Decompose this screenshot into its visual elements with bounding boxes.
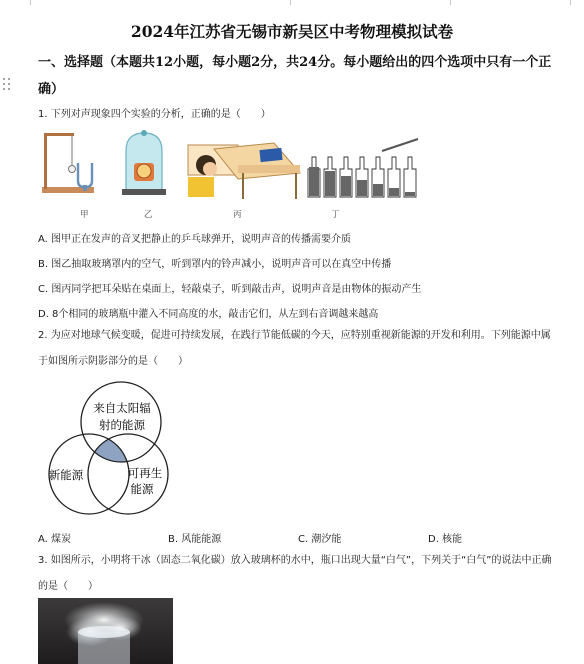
- q2-option-d: D. 核能: [428, 534, 463, 545]
- venn-label-renewable-1: 可再生: [127, 466, 163, 480]
- section-heading: 一、选择题（本题共12小题，每小题2分，共24分。每小题给出的四个选项中只有一个正确）: [38, 55, 552, 97]
- q1-option-a: A. 图甲正在发声的音叉把静止的乒乓球弹开，说明声音的传播需要介质: [38, 234, 352, 245]
- figure-label-ding: 丁: [331, 210, 340, 220]
- top-ruler: [0, 0, 584, 6]
- q2-option-c: C. 潮汐能: [298, 534, 342, 545]
- figure-label-jia: 甲: [80, 210, 89, 220]
- venn-label-solar-2: 射的能源: [99, 418, 145, 432]
- q2-option-b: B. 风能能源: [168, 534, 222, 545]
- document-title: 2024年江苏省无锡市新吴区中考物理模拟试卷: [130, 22, 454, 41]
- q1-experiment-figure: [38, 125, 428, 205]
- venn-label-solar-1: 来自太阳辐: [93, 401, 151, 415]
- q2-option-a: A. 煤炭: [38, 534, 72, 545]
- venn-label-renewable-2: 能源: [130, 482, 154, 496]
- venn-label-new-energy: 新能源: [48, 468, 84, 482]
- tuning-fork-stand-image: [42, 133, 94, 193]
- drag-handle-icon[interactable]: [3, 78, 11, 92]
- q1-option-b: B. 图乙抽取玻璃罩内的空气，听到罩内的铃声减小，说明声音可以在真空中传播: [38, 259, 392, 270]
- q1-option-c: C. 图丙同学把耳朵贴在桌面上，轻敲桌子，听到敲击声，说明声音是由物体的振动产生: [38, 284, 422, 295]
- bell-jar-image: [122, 130, 166, 195]
- question-2-stem: 2. 为应对地球气候变暖，促进可持续发展，在践行节能低碳的今天，应特别重视新能源的开发和利用。下列能源中属于如图所示阴影部分的是（ ）: [38, 330, 551, 367]
- dry-ice-glass-photo: [38, 598, 173, 664]
- figure-label-bing: 丙: [233, 210, 242, 220]
- q1-option-d: D. 8个相同的玻璃瓶中灌入不同高度的水，敲击它们，从左到右音调越来越高: [38, 309, 379, 320]
- venn-diagram: [38, 375, 178, 520]
- student-at-desk-image: [188, 143, 300, 199]
- question-1-stem: 1. 下列对声现象四个实验的分析，正确的是（ ）: [38, 109, 271, 120]
- glass-bottles-image: [308, 139, 418, 197]
- figure-label-yi: 乙: [144, 210, 153, 220]
- question-3-stem: 3. 如图所示，小明将干冰（固态二氧化碳）放入玻璃杯的水中，瓶口出现大量“白气”，下列关于“白气”的说法中正确的是（ ）: [38, 555, 552, 592]
